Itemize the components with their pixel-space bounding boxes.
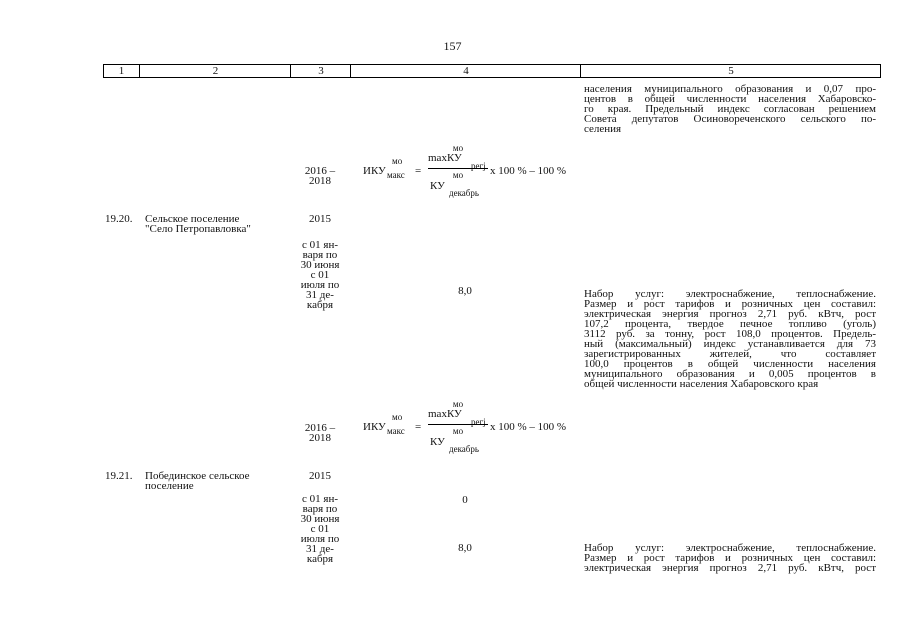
- settlement-name: Побединское сельское поселение: [145, 470, 250, 492]
- text-line: населения муниципального образования и 0,07 про-: [584, 83, 876, 95]
- period-cell: с 01 ян- варя по 30 июня с 01 июля по 31 де- кабря: [300, 493, 340, 565]
- row-number: 19.21.: [105, 470, 133, 482]
- text-line: селения: [584, 123, 622, 135]
- text-line: центов в общей численности населения Хабаровско-: [584, 93, 876, 105]
- index-value: 8,0: [458, 285, 472, 297]
- text-line: Совета депутатов Осиновореченского сельского по-: [584, 113, 876, 125]
- page-number: 157: [443, 39, 462, 53]
- table-header-row: [103, 64, 881, 78]
- row-number: 19.20.: [105, 213, 133, 225]
- period-2016-2018: 2016 – 2018: [304, 422, 336, 444]
- period-cell: с 01 ян- варя по 30 июня с 01 июля по 31 де- кабря: [300, 239, 340, 311]
- index-formula: мо maxКУ регj мо ИКУ макс = мо КУ декабрь х 100 % – 100 %: [363, 143, 567, 198]
- settlement-name: Сельское поселение "Село Петропавловка": [145, 213, 251, 235]
- header-col-2: 2: [139, 65, 291, 77]
- index-value: 8,0: [458, 542, 472, 554]
- year: 2015: [309, 213, 331, 225]
- index-formula: мо maxКУ регj мо ИКУ макс = мо КУ декабрь х 100 % – 100 %: [363, 399, 567, 454]
- header-col-1: 1: [118, 65, 125, 77]
- header-col-5: 5: [580, 65, 881, 77]
- year: 2015: [309, 470, 331, 482]
- index-value-first-half: 0: [462, 494, 468, 506]
- header-col-3: 3: [290, 65, 351, 77]
- text-line: го края. Предельный индекс согласован решением: [584, 103, 876, 115]
- header-col-4: 4: [350, 65, 581, 77]
- period-2016-2018: 2016 – 2018: [304, 165, 336, 187]
